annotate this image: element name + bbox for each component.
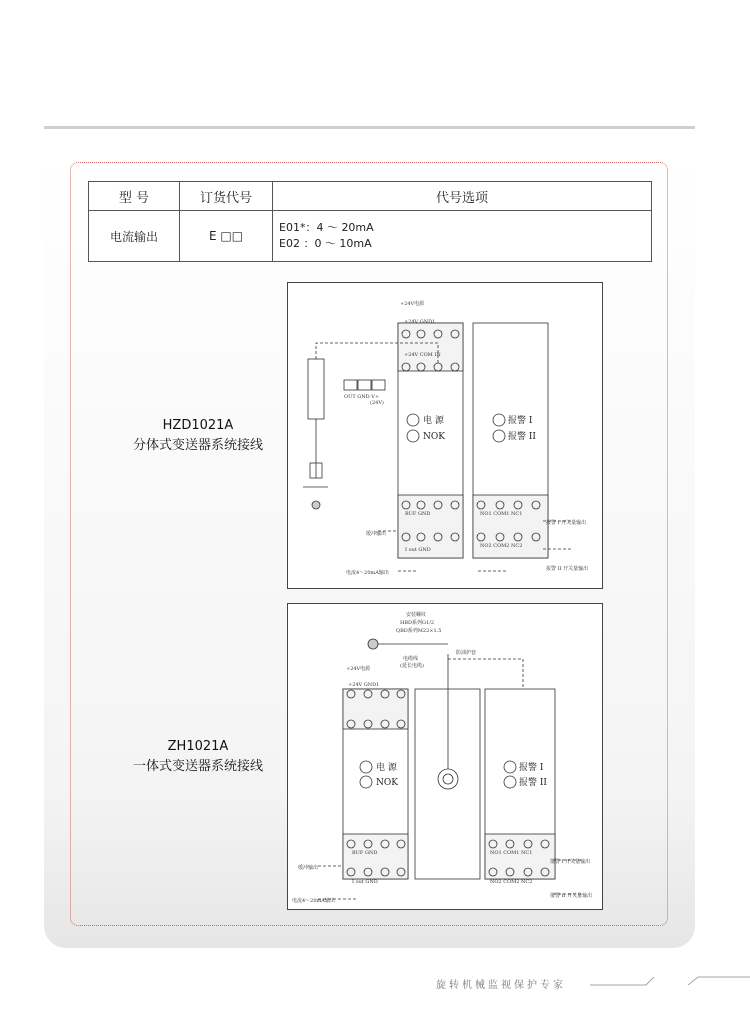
cell-options [273,211,652,262]
buf-label: BUF GND [405,511,431,517]
product-model-1: HZD1021A [162,418,234,433]
sensor-terminals: OUT GND V+ [344,394,380,400]
current-output: 电流4～20mA输出 [292,898,335,904]
table-row [89,211,652,262]
led-nok-label: NOK [423,432,445,442]
led-power-label: 电 源 [376,763,397,773]
buf-output: 缓冲输出 [298,865,319,871]
alarm1-output: 报警 I 开关量输出 [546,520,587,526]
top-rule [44,126,695,129]
header-model: 型 号 [89,182,180,211]
table-header-row [89,182,652,211]
power-label: +24V电源 [346,666,371,672]
wiring-diagram-split [287,282,603,589]
wiring-diagram-integrated-svg [288,604,602,909]
led-alarm2-label: 报警 II [519,778,547,788]
sensor-note: (24V) [370,400,384,406]
buf-output: 缓冲输出 [366,531,387,537]
led-alarm2-label: 报警 II [508,432,536,442]
oil-pipe-label: 防油护套 [456,650,477,656]
header-order-code: 订货代号 [180,182,273,211]
cell-code: E □□ [180,211,273,262]
alarm1-terminals: NO1 COM1 NC1 [480,511,523,517]
power-label: +24V电源 [400,301,425,307]
terminal-mid: +24V COM IN [404,352,441,358]
footer-decoration [590,972,750,992]
alarm1-terminals: NO1 COM1 NC1 [490,850,533,856]
cable-note: (延长电缆) [400,663,424,669]
alarm2-terminals: NO2 COM2 NC2 [480,543,523,549]
wiring-diagram-integrated [287,603,603,910]
wiring-diagram-split-svg [288,283,602,588]
current-label: I out GND [405,547,431,553]
product-label-2 [118,737,278,777]
alarm2-terminals: NO2 COM2 NC2 [490,879,533,885]
current-output: 电流4～20mA输出 [346,570,389,576]
option-e02: E02 ：0 ～ 10mA [279,237,372,250]
led-nok-label: NOK [376,778,398,788]
cable-label: 电缆线 [403,656,419,662]
header-options: 代号选项 [273,182,652,211]
mount-line1: HBD系列G1/2 [400,620,435,626]
current-label: I out GND [352,879,378,885]
terminal-top: +24V GND1 [348,682,380,688]
buf-label: BUF GND [352,850,378,856]
order-code-table [88,181,652,262]
product-caption-2: 一体式变送器系统接线 [132,759,263,774]
terminal-top: +24V GND1 [404,319,436,325]
alarm1-output: 报警 I 开关量输出 [550,859,591,865]
mount-line2: QBD系列M22×1.5 [396,628,442,634]
alarm2-output: 报警 II 开关量输出 [546,566,589,572]
led-alarm1-label: 报警 I [508,416,533,426]
footer-slogan: 旋转机械监视保护专家 [436,980,566,991]
product-label-1 [118,416,278,456]
cell-model: 电流输出 [89,211,180,262]
led-power-label: 电 源 [423,416,444,426]
product-caption-1: 分体式变送器系统接线 [132,438,263,453]
led-alarm1-label: 报警 I [519,763,544,773]
alarm2-output: 报警 II 开关量输出 [550,893,593,899]
option-e01: E01*：4 ～ 20mA [279,221,374,234]
mount-title: 安装螺纹 [406,612,427,618]
product-model-2: ZH1021A [167,739,229,754]
